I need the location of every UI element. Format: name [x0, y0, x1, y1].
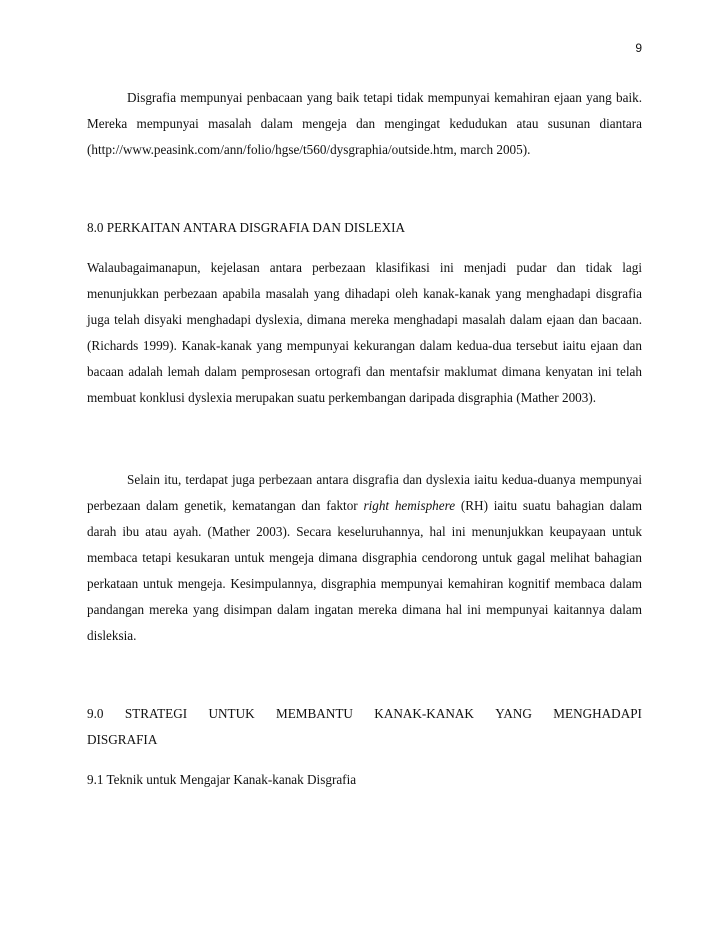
text-run: Selain itu, terdapat juga perbezaan antara disgrafia dan dyslexia iaitu kedua-duanya mempunyai perbezaan dalam genetik, kematangan dan faktor	[87, 472, 642, 513]
heading-word: KANAK-KANAK	[374, 706, 474, 721]
heading-word: MEMBANTU	[276, 706, 353, 721]
paragraph-disgrafia-intro: Disgrafia mempunyai penbacaan yang baik tetapi tidak mempunyai kemahiran ejaan yang baik. Mereka mempunyai masalah dalam mengeja dan mengingat kedudukan atau susunan diantara (http://www.peasink.com/ann/folio/hgse/t560/dysgraphia/outside.htm, march 2005).	[87, 90, 642, 157]
italic-term: right hemisphere	[363, 498, 456, 513]
heading-word: 9.0	[87, 706, 104, 721]
page-number: 9	[635, 41, 642, 55]
section-heading-8: 8.0 PERKAITAN ANTARA DISGRAFIA DAN DISLEXIA	[87, 220, 406, 235]
paragraph-selain-itu	[87, 467, 642, 649]
section-heading-9-line1	[87, 701, 642, 727]
heading-word: STRATEGI	[124, 706, 188, 721]
heading-word: MENGHADAPI	[553, 706, 642, 721]
heading-word: UNTUK	[208, 706, 255, 721]
section-heading-9-line2: DISGRAFIA	[87, 732, 158, 747]
text-run: (RH) iaitu suatu bahagian dalam darah ibu atau ayah. (Mather 2003). Secara keseluruhannya, hal ini menunjukkan keupayaan untuk membaca tetapi kesukaran untuk mengeja dimana disgraphia cendorong untuk gagal melihat bahagian perkataan untuk mengeja. Kesimpulannya, disgraphia mempunyai kemahiran kognitif membaca dalam pandangan mereka yang disimpan dalam ingatan mereka dimana hal ini mempunyai kaitannya dalam disleksia.	[87, 498, 643, 643]
paragraph-perkaitan: Walaubagaimanapun, kejelasan antara perbezaan klasifikasi ini menjadi pudar dan tidak lagi menunjukkan perbezaan apabila masalah yang dihadapi oleh kanak-kanak yang menghadapi disgrafia juga telah disyaki menghadapi dyslexia, dimana mereka menghadapi masalah dalam ejaan dan bacaan. (Richards 1999). Kanak-kanak yang mempunyai kekurangan dalam kedua-dua tersebut iaitu ejaan dan bacaan adalah lemah dalam pemprosesan ortografi dan mentafsir maklumat dimana kenyatan ini telah membuat konklusi dyslexia merupakan suatu perkembangan daripada disgraphia (Mather 2003).	[87, 260, 642, 405]
subsection-heading-9-1: 9.1 Teknik untuk Mengajar Kanak-kanak Disgrafia	[87, 772, 357, 787]
document-body	[87, 85, 642, 793]
heading-word: YANG	[495, 706, 532, 721]
